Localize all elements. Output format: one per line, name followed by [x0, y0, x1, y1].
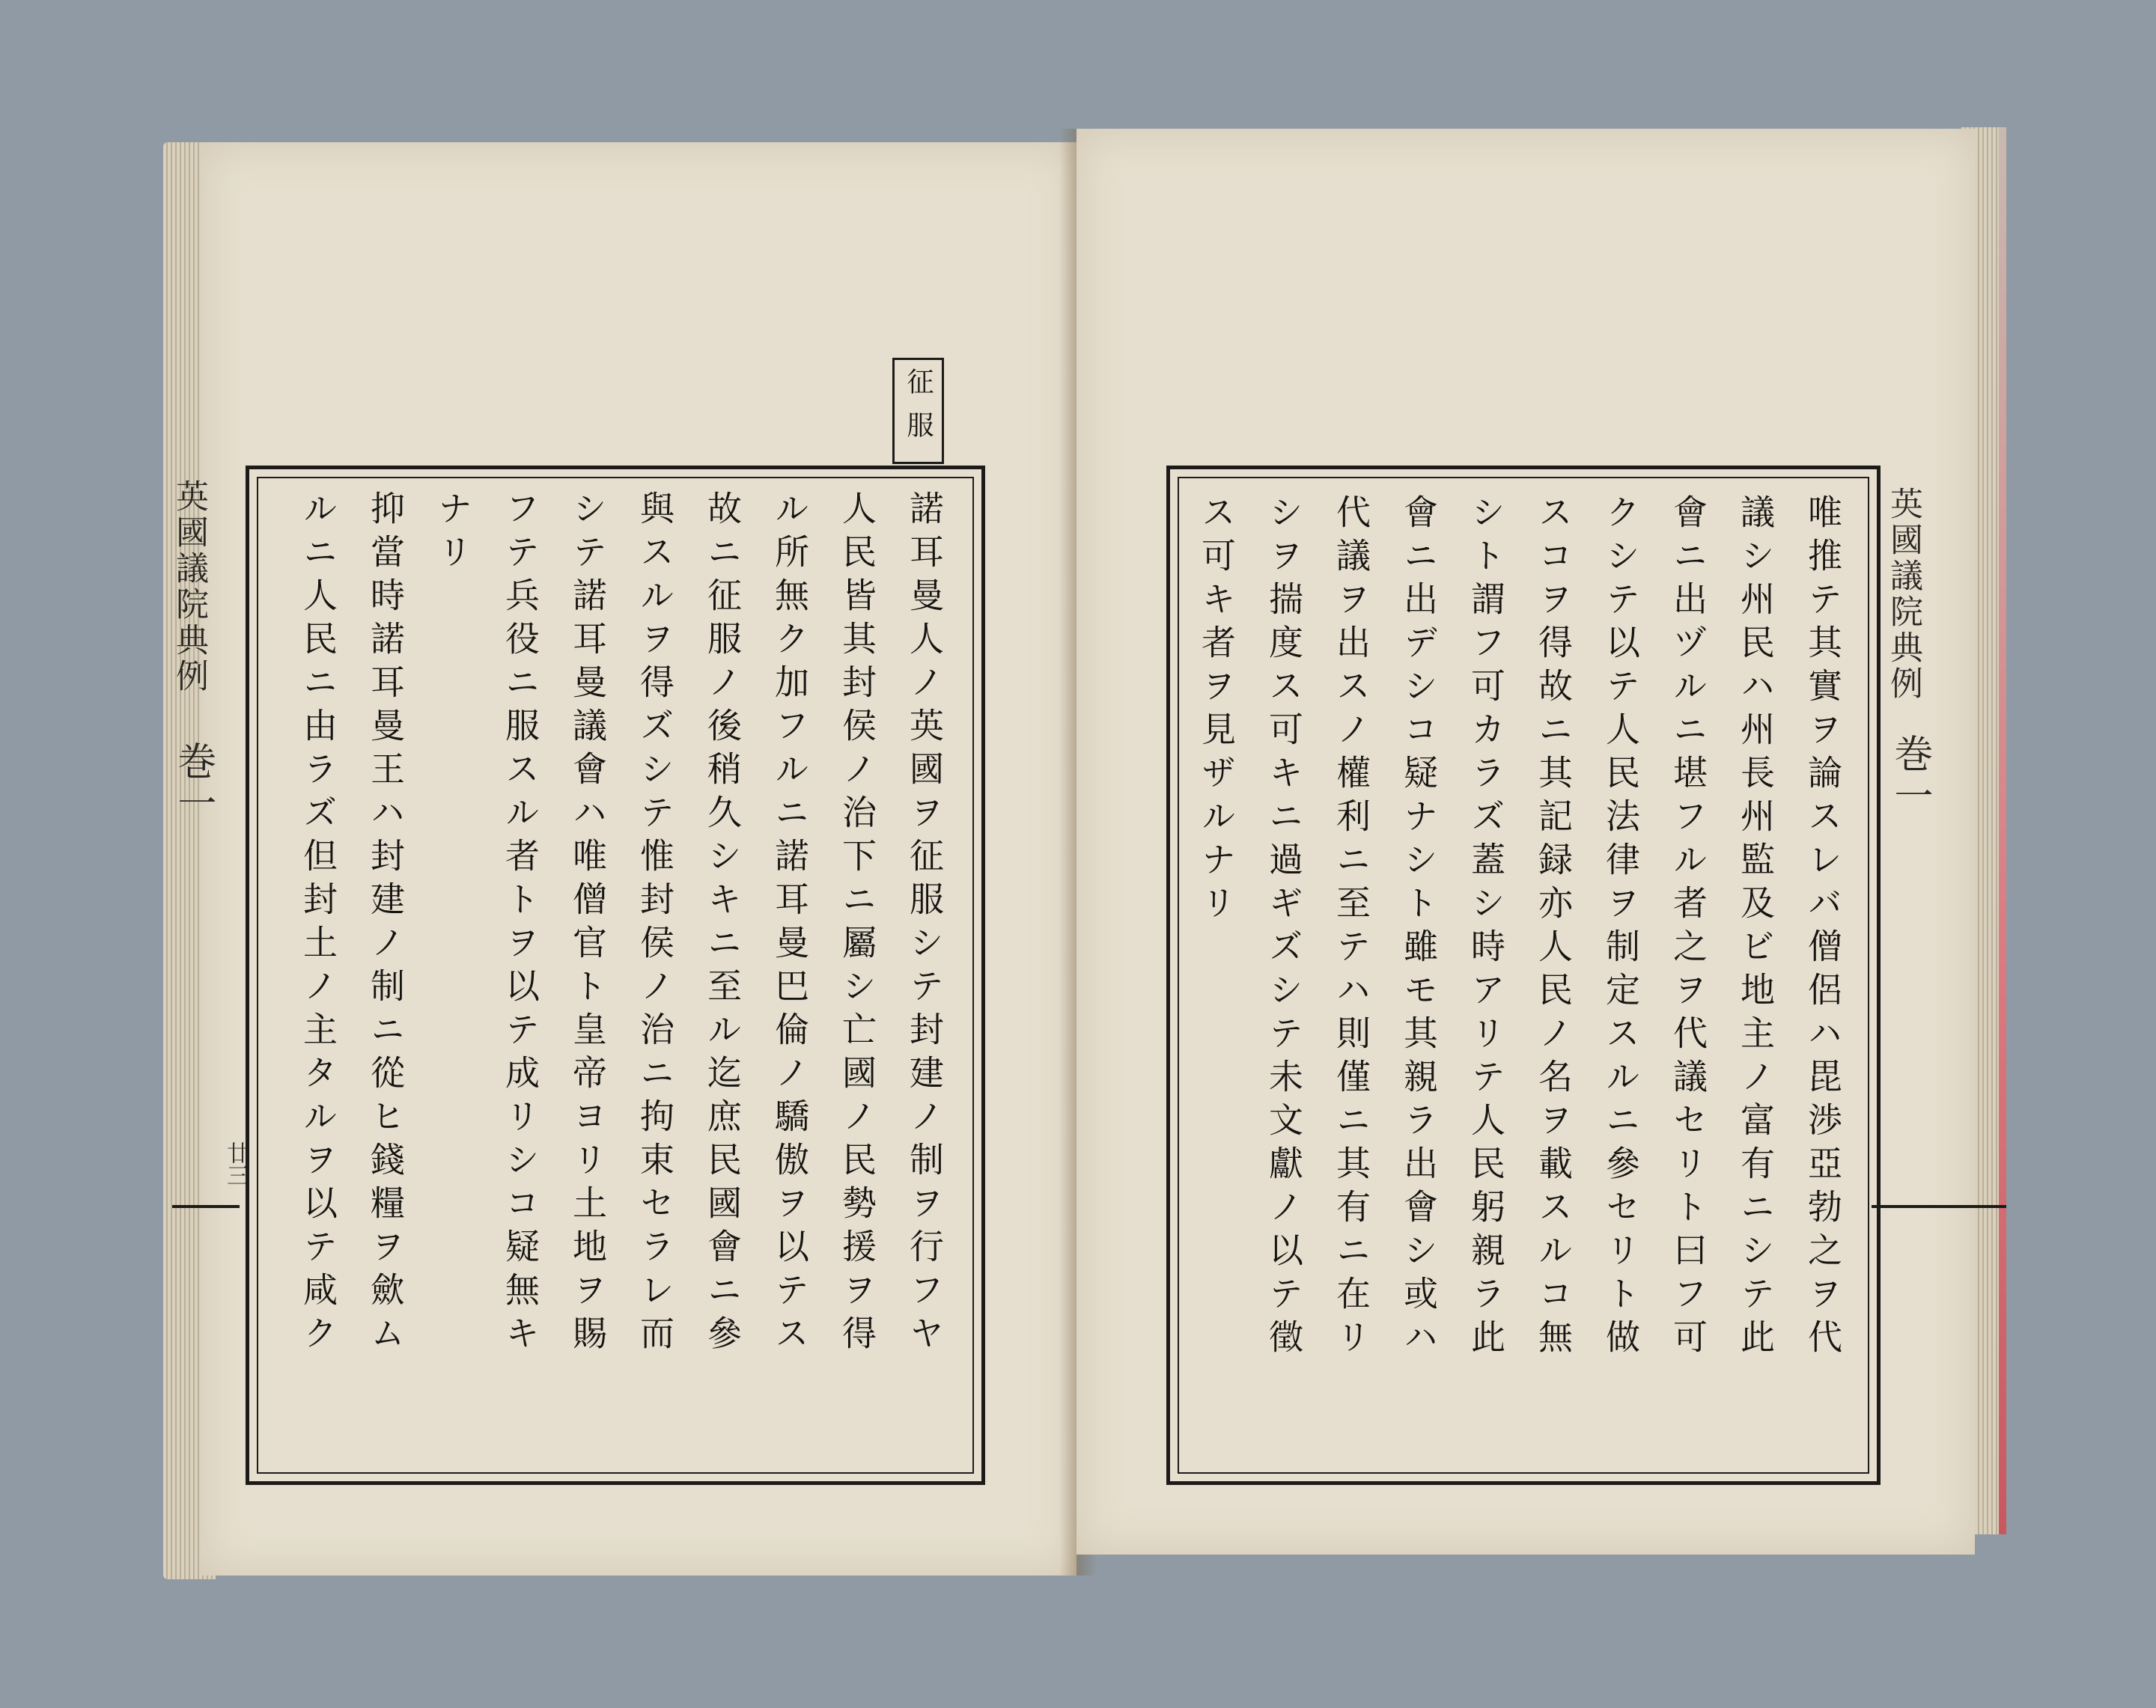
right-line-3: 會ニ出ヅルニ堪フル者之ヲ代議セリト曰フ可 — [1668, 494, 1708, 1362]
left-line-6: シテ諾耳曼議會ハ唯僧官ト皇帝ヨリ土地ヲ賜 — [567, 490, 608, 1358]
left-body-text — [284, 490, 958, 1463]
left-line-10: ルニ人民ニ由ラズ但封土ノ主タルヲ以テ咸ク — [298, 490, 338, 1358]
left-margin-volume: 巻一 — [171, 741, 216, 825]
left-line-7: フテ兵役ニ服スル者トヲ以テ成リシコ疑無キ — [500, 490, 540, 1358]
left-line-4: 故ニ征服ノ後稍久シキニ至ル迄庶民國會ニ參 — [702, 490, 743, 1358]
left-line-9: 抑當時諾耳曼王ハ封建ノ制ニ從ヒ錢糧ヲ歛ム — [365, 490, 406, 1358]
left-margin-rule — [172, 1205, 240, 1208]
left-line-8: ナリ — [433, 490, 473, 577]
right-line-1: 唯推テ其實ヲ論スレバ僧侶ハ毘渉亞勃之ヲ代 — [1803, 494, 1843, 1362]
red-fore-edge — [1999, 127, 2006, 1534]
left-line-2: 人民皆其封侯ノ治下ニ屬シ亡國ノ民勢援ヲ得 — [837, 490, 877, 1358]
left-folio: 廿三 — [222, 1141, 249, 1186]
right-line-5: スコヲ得故ニ其記録亦人民ノ名ヲ載スルコ無 — [1533, 494, 1574, 1362]
heading-box-label: 征服 — [892, 358, 944, 464]
right-margin-rule — [1872, 1205, 2006, 1208]
right-line-6: シト謂フ可カラズ蓋シ時アリテ人民躬親ラ此 — [1466, 494, 1506, 1362]
right-line-4: クシテ以テ人民法律ヲ制定スルニ參セリト做 — [1601, 494, 1641, 1362]
right-line-10: ス可キ者ヲ見ザルナリ — [1196, 494, 1237, 928]
left-line-1: 諾耳曼人ノ英國ヲ征服シテ封建ノ制ヲ行フヤ — [904, 490, 945, 1358]
right-body-text — [1198, 494, 1857, 1467]
left-line-3: ル所無ク加フルニ諾耳曼巴倫ノ驕傲ヲ以テス — [770, 490, 810, 1358]
right-margin-volume: 巻一 — [1887, 733, 1932, 817]
left-margin-title: 英國議院典例 — [170, 479, 208, 695]
left-line-5: 與スルヲ得ズシテ惟封侯ノ治ニ拘束セラレ而 — [635, 490, 675, 1358]
right-line-2: 議シ州民ハ州長州監及ビ地主ノ富有ニシテ此 — [1735, 494, 1776, 1362]
right-line-9: シヲ揣度ス可キニ過ギズシテ未文獻ノ以テ徵 — [1264, 494, 1304, 1362]
right-margin-title: 英國議院典例 — [1884, 487, 1922, 702]
right-line-8: 代議ヲ出スノ權利ニ至テハ則僅ニ其有ニ在リ — [1331, 494, 1371, 1362]
right-line-7: 會ニ出デシコ疑ナシト雖モ其親ラ出會シ或ハ — [1398, 494, 1439, 1362]
